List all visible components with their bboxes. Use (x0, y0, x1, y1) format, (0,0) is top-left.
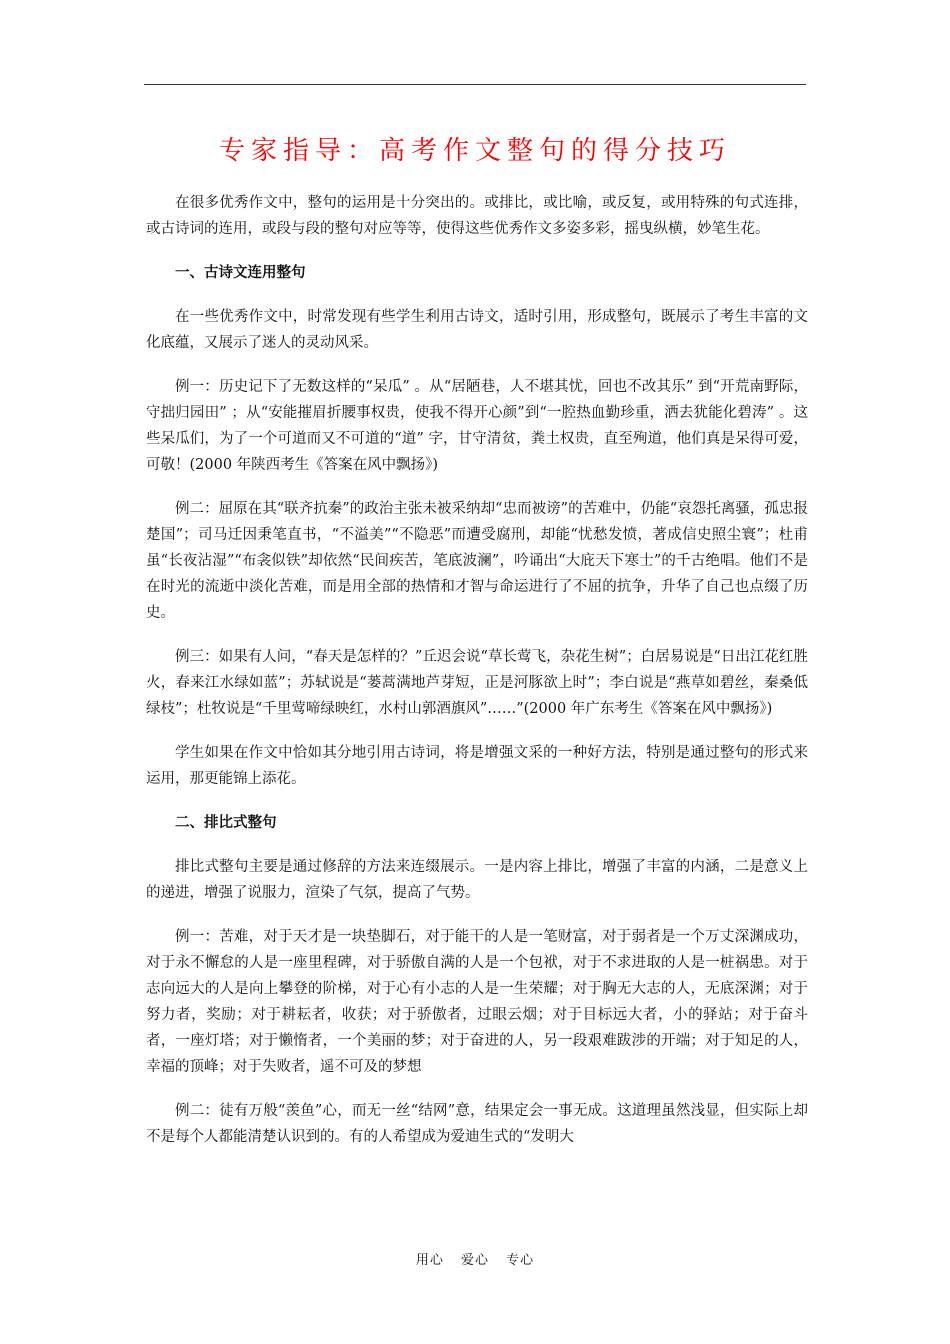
paragraph: 在很多优秀作文中，整句的运用是十分突出的。或排比，或比喻，或反复，或用特殊的句式连排，或古诗词的连用，或段与段的整句对应等等，使得这些优秀作文多姿多彩，摇曳纵横，妙笔生花。 (146, 195, 808, 237)
paragraph: 例二：徒有万般“羡鱼”心，而无一丝“结网”意，结果定会一事无成。这道理虽然浅显，但实际上却不是每个人都能清楚认识到的。有的人希望成为爱迪生式的“发明大 (146, 1103, 808, 1145)
paragraph: 学生如果在作文中恰如其分地引用古诗词，将是增强文采的一种好方法，特别是通过整句的形式来运用，那更能锦上添花。 (146, 745, 808, 787)
paragraph: 例一：历史记下了无数这样的“呆瓜” 。从“居陋巷，人不堪其忧，回也不改其乐” 到“开荒南野际，守拙归园田” ；从“安能摧眉折腰事权贵，使我不得开心颜”到“一腔热血勤珍重，洒去犹能化碧涛” 。这些呆瓜们，为了一个可道而又不可道的“道” 字，甘守清贫，粪土权贵，直至殉道，他们真是呆得可爱，可敬！(2000 年陕西考生《答案在风中飘扬》) (146, 379, 808, 473)
page-title: 专家指导：高考作文整句的得分技巧 (218, 136, 731, 166)
paragraph: 例三：如果有人问，“春天是怎样的？”丘迟会说“草长莺飞，杂花生树”；白居易说是“日出江花红胜火，春来江水绿如蓝”；苏轼说是“蒌蒿满地芦芽短，正是河豚欲上时”；李白说是“燕草如碧丝，秦桑低绿枝”；杜牧说是“千里莺啼绿映红，水村山郭酒旗风”……”(2000 年广东考生《答案在风中飘扬》) (146, 649, 808, 717)
paragraph: 例一：苦难，对于天才是一块垫脚石，对于能干的人是一笔财富，对于弱者是一个万丈深渊成功，对于永不懈怠的人是一座里程碑，对于骄傲自满的人是一个包袱，对于不求进取的人是一桩祸患。对于志向远大的人是向上攀登的阶梯，对于心有小志的人是一生荣耀；对于胸无大志的人，无底深渊；对于努力者，奖励；对于耕耘者，收获；对于骄傲者，过眼云烟；对于目标远大者，小的驿站；对于奋斗者，一座灯塔；对于懒惰者，一个美丽的梦；对于奋进的人，另一段艰难跋涉的开端；对于知足的人，幸福的顶峰；对于失败者，遥不可及的梦想 (146, 929, 808, 1075)
section-heading: 一、古诗文连用整句 (175, 265, 306, 281)
paragraph: 排比式整句主要是通过修辞的方法来连缀展示。一是内容上排比，增强了丰富的内涵，二是意义上的递进，增强了说服力，渲染了气氛，提高了气势。 (146, 859, 808, 901)
article-body (146, 190, 808, 1168)
header-rule (144, 84, 806, 85)
page-footer: 用心 爱心 专心 (415, 1253, 535, 1268)
paragraph: 例二：屈原在其“联齐抗秦”的政治主张未被采纳却“忠而被谤”的苦难中，仍能“哀怨托离骚，孤忠报楚国”；司马迁因秉笔直书，“不溢美”“不隐恶”而遭受腐刑，却能“忧愁发愤，著成信史照尘寰”；杜甫虽“长夜沾湿”“布衾似铁”却依然“民间疾苦，笔底波澜”，吟诵出“大庇天下寒士”的千古绝唱。他们不是在时光的流逝中淡化苦难，而是用全部的热情和才智与命运进行了不屈的抗争，升华了自己也点缀了历史。 (146, 501, 808, 621)
paragraph: 在一些优秀作文中，时常发现有些学生利用古诗文，适时引用，形成整句，既展示了考生丰富的文化底蕴，又展示了迷人的灵动风采。 (146, 309, 808, 351)
section-heading: 二、排比式整句 (175, 815, 277, 831)
